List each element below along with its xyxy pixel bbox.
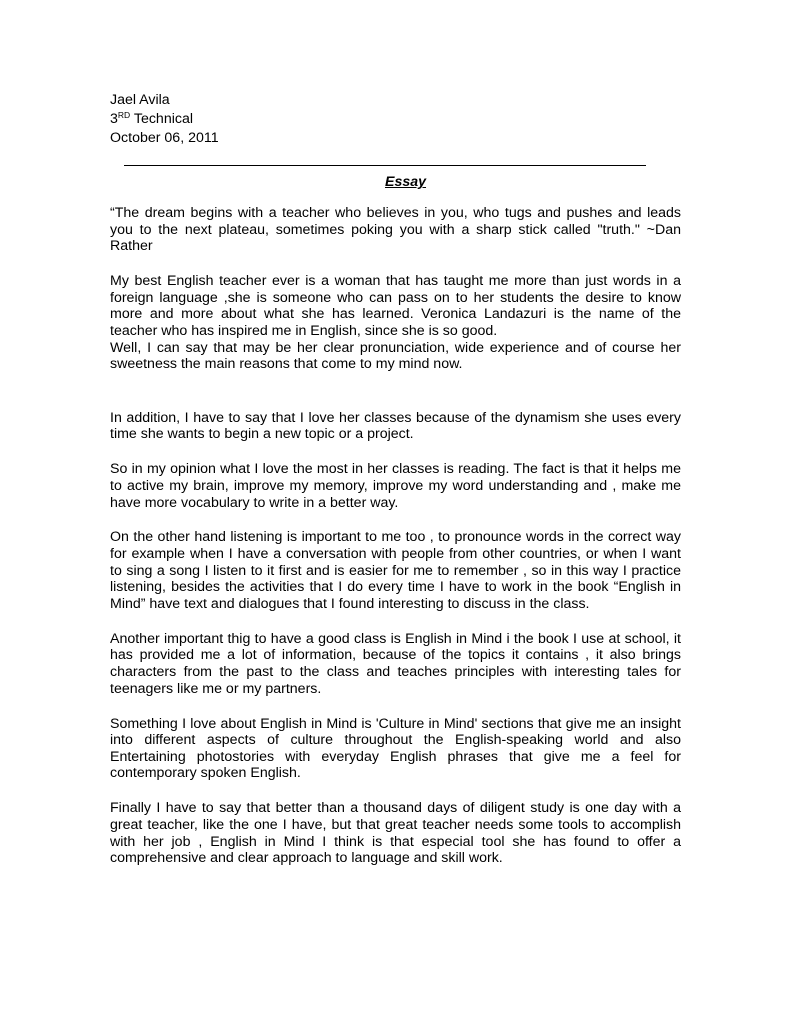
essay-body xyxy=(110,205,681,867)
paragraph-quote: “The dream begins with a teacher who believes in you, who tugs and pushes and leads you to the next plateau, sometimes poking you with a sharp stick called "truth." ~Dan Rather xyxy=(110,205,681,255)
paragraph: My best English teacher ever is a woman that has taught me more than just words in a foreign language ,she is someone who can pass on to her students the desire to know more and more about what she has learned. Veronica Landazuri is the name of the teacher who has inspired me in English, since she is so good. xyxy=(110,273,681,339)
paragraph: On the other hand listening is important to me too , to pronounce words in the correct way for example when I have a conversation with people from other countries, or when I want to sing a song I listen to it first and is easier for me to remember , so in this way I practice listening, besides the activities that I do every time I have to work in the book “English in Mind” have text and dialogues that I found interesting to discuss in the class. xyxy=(110,529,681,612)
paragraph: Another important thig to have a good class is English in Mind i the book I use at school, it has provided me a lot of information, because of the topics it contains , it also brings characters from the past to the class and teaches principles with interesting tales for teenagers like me or my partners. xyxy=(110,630,681,697)
paragraph: In addition, I have to say that I love her classes because of the dynamism she uses every time she wants to begin a new topic or a project. xyxy=(110,409,681,443)
author-name: Jael Avila xyxy=(110,92,170,108)
grade-line xyxy=(110,110,219,129)
paragraph: Well, I can say that may be her clear pronunciation, wide experience and of course her sweetness the main reasons that come to my mind now. xyxy=(110,339,681,373)
essay-title-text: Essay xyxy=(384,174,427,190)
header-divider xyxy=(124,165,646,166)
grade-number: 3 xyxy=(110,111,118,127)
paragraph: Finally I have to say that better than a thousand days of diligent study is one day with a great teacher, like the one I have, but that great teacher needs some tools to accomplish with her job , English in Mind I think is that especial tool she has found to offer a comprehensive and clear approach to language and skill work. xyxy=(110,800,681,867)
grade-suffix: RD xyxy=(117,110,131,120)
paragraph: So in my opinion what I love the most in her classes is reading. The fact is that it helps me to active my brain, improve my memory, improve my word understanding and , make me have more vocabulary to write in a better way. xyxy=(110,461,681,511)
document-date: October 06, 2011 xyxy=(110,130,219,146)
paragraph: Something I love about English in Mind is 'Culture in Mind' sections that give me an insight into different aspects of culture throughout the English-speaking world and also Entertaining photostories with everyday English phrases that give me a feel for contemporary spoken English. xyxy=(110,715,681,782)
grade-label: Technical xyxy=(130,111,194,127)
document-header xyxy=(110,91,219,148)
essay-title xyxy=(110,174,681,191)
